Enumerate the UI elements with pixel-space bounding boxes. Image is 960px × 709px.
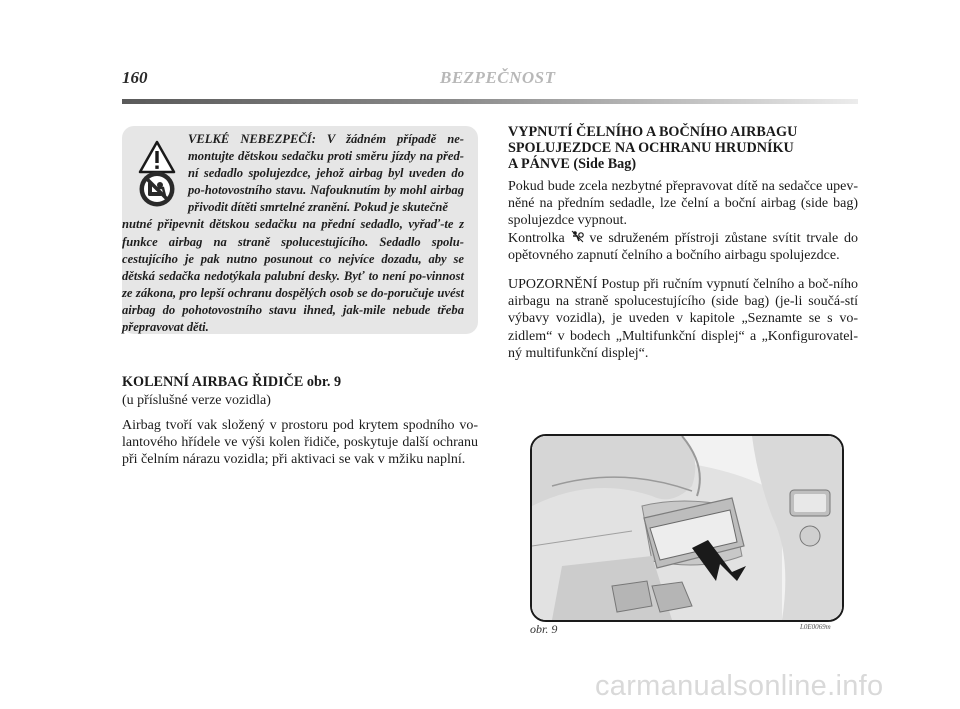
watermark: carmanualsonline.info [595,670,884,702]
header-rule [122,99,858,104]
deactivation-note [508,276,858,362]
deactivation-title-line3: A PÁNVE (Side Bag) [508,156,637,172]
warning-text-tail: nutné připevnit dětskou sedačku na přední sedadlo, vyřaď-te z funkce airbag na straně spolucestujícího. Sedadlo spolu-cestujícího je pak nutno posunout co nejvíce dozadu, aby se dětská sedačka nedotýkala palubní desky. Byť to není po-vinnost ze zákona, pro lepší ochranu dospělých osob se do-poručuje uvést airbag do pohotovostního stavu ihned, jak-mile nebude třeba přepravovat děti. [122,217,464,335]
knee-airbag-subtitle: (u příslušné verze vozidla) [122,393,271,408]
deactivation-title-line2: SPOLUJEZDCE NA OCHRANU HRUDNÍKU [508,140,794,156]
knee-airbag-body: Airbag tvoří vak složený v prostoru pod krytem spodního vo-lantového hřídele ve výši kolen řidiče, poskytuje další ochranu při čelním nárazu vozidla; při aktivaci se vak v mžiku naplní. [122,418,478,468]
warning-text [122,131,464,336]
deactivation-para2-before: Kontrolka [508,230,565,246]
figure-knee-airbag [530,434,844,622]
page-number: 160 [122,68,148,87]
figure-code: L0E0069m [800,623,831,631]
note-label: UPOZORNĚNÍ [508,277,598,293]
knee-airbag-section [122,374,478,469]
warning-text-head: VELKÉ NEBEZPEČÍ: V žádném případě ne-montujte dětskou sedačku proti směru jízdy na před-ní sedadlo spolujezdce, jehož airbag byl uveden do po-hotovostního stavu. Nafouknutím by mohl airbag přivodit dítěti smrtelné zranění. Pokud je skutečně [188,132,464,215]
figure-caption: obr. 9 [530,622,558,636]
note-body: Postup při ručním vypnutí čelního a boč-ního airbagu na straně spolucestujícího (side bag) (je-li součá-stí výbavy vozidla), je uveden v kapitole „Seznamte se s vo-zidlem“ v bodech „Multifunkční displej“ a „Konfigurovatel-ný multifunkční displej“. [508,277,859,361]
deactivation-para2 [508,230,858,264]
deactivation-section [508,124,858,362]
airbag-off-indicator-icon [571,230,584,243]
deactivation-title-line1: VYPNUTÍ ČELNÍHO A BOČNÍHO AIRBAGU [508,124,798,140]
knee-airbag-illustration [532,436,842,620]
knee-airbag-title: KOLENNÍ AIRBAG ŘIDIČE obr. 9 [122,374,342,390]
deactivation-para2-after: ve sdruženém přístroji zůstane svítit trvale do opětovného zapnutí čelního a bočního airbagu spolujezdce. [508,230,859,263]
section-title: BEZPEČNOST [440,68,556,87]
deactivation-para1: Pokud bude zcela nezbytné přepravovat dítě na sedačce upev-něné na předním sedadle, lze čelní a boční airbag (side bag) spolujezdce vypnout. [508,179,858,229]
